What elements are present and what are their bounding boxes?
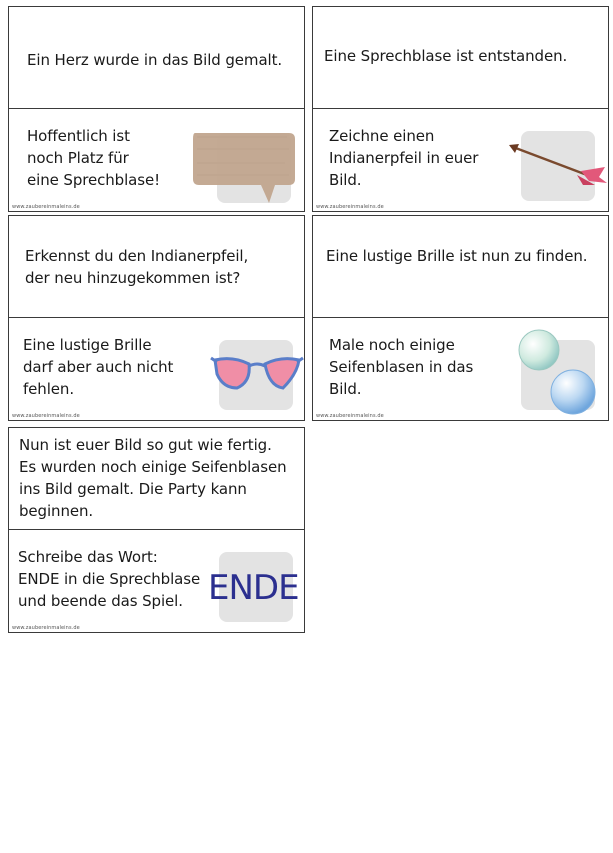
card-4-task [313, 318, 608, 420]
soap-bubbles-icon [515, 324, 609, 420]
card-4-question [313, 216, 608, 318]
card-5 [8, 427, 305, 633]
card-4-top-text: Eine lustige Brille ist nun zu finden. [326, 247, 588, 265]
card-4 [312, 215, 609, 421]
footer-url: www.zaubereinmaleins.de [12, 413, 80, 419]
footer-url: www.zaubereinmaleins.de [316, 413, 384, 419]
card-2-bottom-text: Zeichne einen Indianerpfeil in euer Bild. [329, 127, 479, 189]
card-3-top-text: Erkennst du den Indianerpfeil, der neu hinzugekommen ist? [25, 247, 249, 287]
glasses-icon [209, 354, 305, 396]
card-1-question [9, 7, 304, 109]
footer-url: www.zaubereinmaleins.de [316, 204, 384, 210]
card-5-task [9, 530, 304, 632]
card-5-top-text: Nun ist euer Bild so gut wie fertig. Es wurden noch einige Seifenblasen ins Bild gemalt. Die Party kann beginnen. [19, 436, 287, 520]
card-3-question [9, 216, 304, 318]
card-1 [8, 6, 305, 212]
card-2 [312, 6, 609, 212]
card-4-bottom-text: Male noch einige Seifenblasen in das Bild. [329, 336, 474, 398]
footer-url: www.zaubereinmaleins.de [12, 204, 80, 210]
arrow-icon [507, 137, 607, 189]
card-3 [8, 215, 305, 421]
card-2-top-text: Eine Sprechblase ist entstanden. [324, 47, 568, 65]
speech-bubble-icon [189, 129, 301, 209]
card-1-bottom-text: Hoffentlich ist noch Platz für eine Sprechblase! [27, 127, 160, 189]
footer-url: www.zaubereinmaleins.de [12, 625, 80, 631]
card-3-task [9, 318, 304, 420]
card-2-question [313, 7, 608, 109]
ende-word-icon: ENDE [208, 568, 299, 608]
card-5-question [9, 428, 304, 530]
card-1-top-text: Ein Herz wurde in das Bild gemalt. [27, 51, 283, 69]
card-2-task [313, 109, 608, 211]
card-1-task [9, 109, 304, 211]
card-3-bottom-text: Eine lustige Brille darf aber auch nicht fehlen. [23, 336, 174, 398]
card-5-bottom-text: Schreibe das Wort: ENDE in die Sprechblase und beende das Spiel. [18, 548, 201, 610]
